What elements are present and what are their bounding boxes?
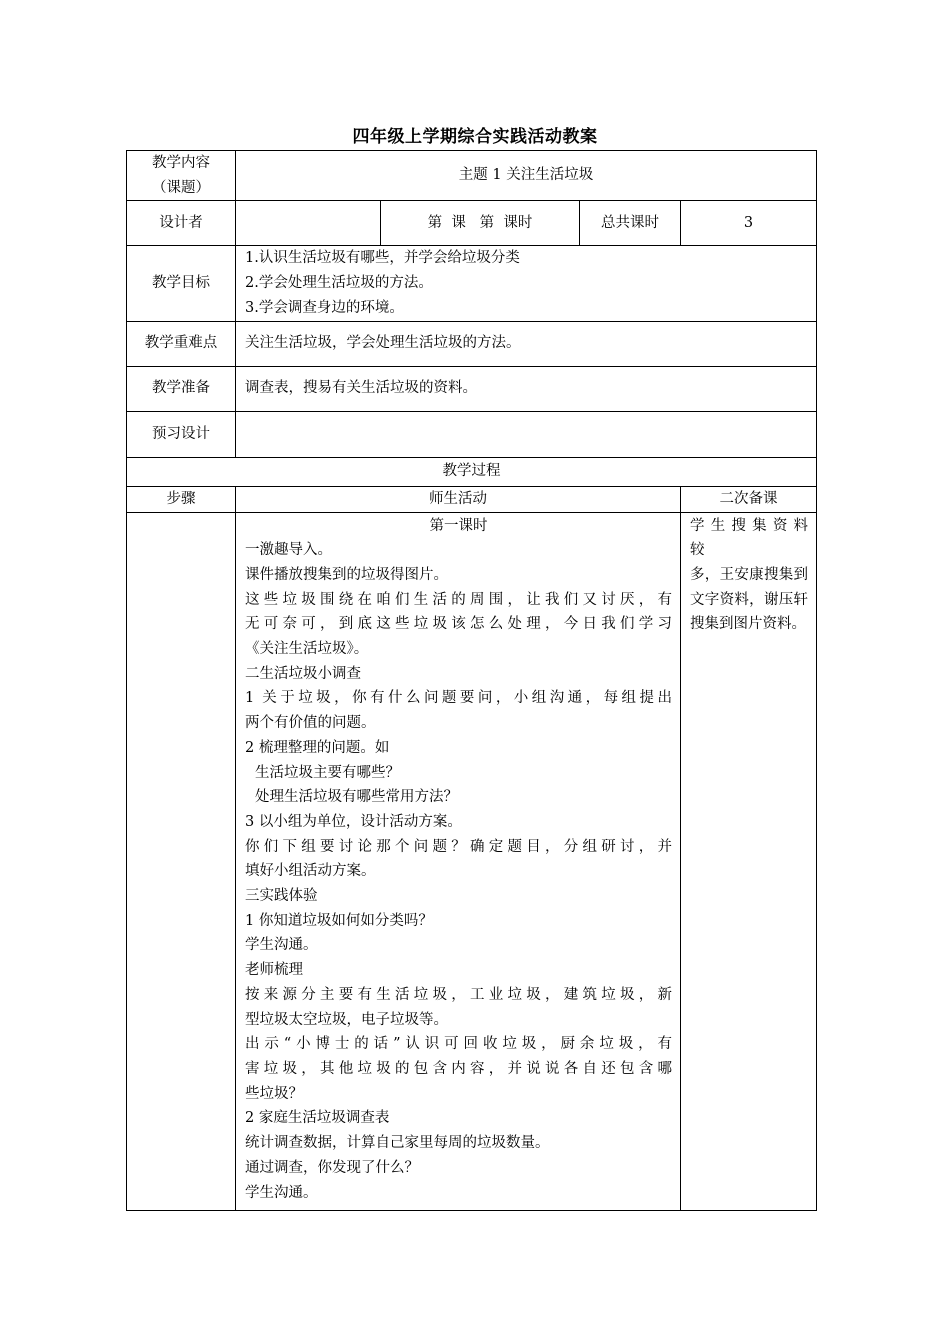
activity-line: 型垃圾太空垃圾，电子垃圾等。 [245, 1011, 448, 1028]
activity-line: 三实践体验 [245, 888, 318, 905]
row-process-header [127, 457, 817, 486]
activity-line: 你们下组要讨论那个问题？确定题目，分组研讨，并 [245, 838, 672, 855]
secondary-cell [681, 512, 817, 1210]
activity-header: 师生活动 [236, 486, 681, 512]
activity-line: 1 你知道垃圾如何如分类吗？ [245, 912, 433, 929]
activity-cell [236, 512, 681, 1210]
preparation-value: 调查表，搜易有关生活垃圾的资料。 [236, 366, 817, 411]
secondary-line: 多，王安康搜集到 [690, 566, 809, 583]
designer-value [236, 201, 381, 246]
lesson-label: 第 课 第 课时 [381, 201, 580, 246]
activity-line: 两个有价值的问题。 [245, 715, 376, 732]
page-title: 四年级上学期综合实践活动教案 [352, 127, 598, 147]
row-key-points [127, 321, 817, 366]
activity-line: 1 关于垃圾，你有什么问题要问，小组沟通，每组提出 [245, 690, 672, 707]
activity-line: 课件播放搜集到的垃圾得图片。 [245, 566, 448, 583]
topic-value: 主题 1 关注生活垃圾 [236, 151, 817, 201]
goals-label: 教学目标 [127, 246, 236, 321]
total-hours-value: 3 [681, 201, 817, 246]
secondary-header: 二次备课 [681, 486, 817, 512]
activity-line: 二生活垃圾小调查 [245, 665, 361, 682]
preview-label: 预习设计 [127, 411, 236, 457]
row-goals [127, 246, 817, 321]
secondary-line: 学 生 搜 集 资 料 较 [690, 517, 809, 559]
activity-line: 3 以小组为单位，设计活动方案。 [245, 813, 462, 830]
row-preview [127, 411, 817, 457]
activity-line: 按来源分主要有生活垃圾，工业垃圾，建筑垃圾，新 [245, 986, 672, 1003]
lesson-heading: 第一课时 [429, 517, 488, 534]
row-designer [127, 201, 817, 246]
goal-item: 2.学会处理生活垃圾的方法。 [245, 275, 433, 292]
preview-value [236, 411, 817, 457]
activity-line: 学生沟通。 [245, 1184, 318, 1201]
goals-value [236, 246, 817, 321]
goal-item: 1.认识生活垃圾有哪些，并学会给垃圾分类 [245, 250, 520, 267]
activity-line: 通过调查，你发现了什么？ [245, 1159, 419, 1176]
preparation-label: 教学准备 [127, 366, 236, 411]
activity-line: 这些垃圾围绕在咱们生活的周围，让我们又讨厌，有 [245, 591, 672, 608]
secondary-line: 文字资料，谢压轩 [690, 591, 809, 608]
key-points-label: 教学重难点 [127, 321, 236, 366]
activity-line: 填好小组活动方案。 [245, 863, 376, 880]
total-hours-label: 总共课时 [580, 201, 681, 246]
activity-line: 2 梳理整理的问题。如 [245, 739, 390, 756]
activity-line: 一激趣导入。 [245, 542, 332, 559]
designer-label: 设计者 [127, 201, 236, 246]
row-process-body [127, 512, 817, 1210]
row-preparation [127, 366, 817, 411]
goal-item: 3.学会调查身边的环境。 [245, 299, 404, 316]
activity-line: 《关注生活垃圾》。 [245, 641, 369, 658]
activity-line: 老师梳理 [245, 962, 303, 979]
activity-line: 生活垃圾主要有哪些？ [255, 764, 400, 781]
activity-line: 统计调查数据，计算自己家里每周的垃圾数量。 [245, 1135, 550, 1152]
activity-line: 2 家庭生活垃圾调查表 [245, 1110, 390, 1127]
lesson-plan-table [126, 150, 817, 1211]
process-header: 教学过程 [127, 457, 817, 486]
activity-line: 处理生活垃圾有哪些常用方法？ [255, 789, 458, 806]
secondary-line: 搜集到图片资料。 [690, 616, 806, 633]
steps-cell [127, 512, 236, 1210]
activity-line: 些垃圾？ [245, 1085, 303, 1102]
topic-label: 教学内容 （课题） [127, 151, 236, 201]
steps-header: 步骤 [127, 486, 236, 512]
activity-line: 无可奈可，到底这些垃圾该怎么处理，今日我们学习 [245, 616, 672, 633]
row-topic [127, 151, 817, 201]
key-points-value: 关注生活垃圾，学会处理生活垃圾的方法。 [236, 321, 817, 366]
activity-line: 学生沟通。 [245, 937, 318, 954]
row-column-headers [127, 486, 817, 512]
activity-line: 害垃圾，其他垃圾的包含内容，并说说各自还包含哪 [245, 1060, 672, 1077]
activity-line: 出示“小博士的话”认识可回收垃圾，厨余垃圾，有 [245, 1036, 672, 1053]
